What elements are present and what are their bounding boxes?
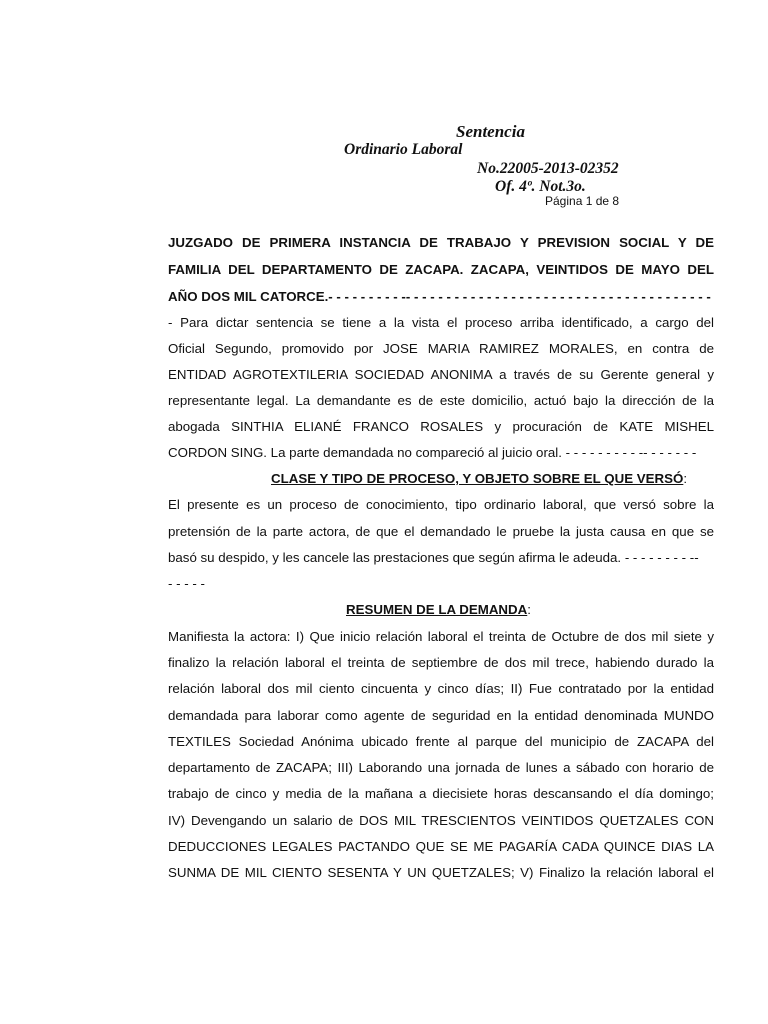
court-line: JUZGADO DE PRIMERA INSTANCIA DE TRABAJO Y PREVISION SOCIAL Y DE xyxy=(168,235,714,250)
paragraph-line: CORDON SING. La parte demandada no compareció al juicio oral. - - - - - - - - - -- - - - - - - xyxy=(168,445,697,460)
process-type: Ordinario Laboral xyxy=(344,141,463,158)
paragraph-line: abogada SINTHIA ELIANÉ FRANCO ROSALES y procuración de KATE MISHEL xyxy=(168,419,714,434)
paragraph-line: IV) Devengando un salario de DOS MIL TRESCIENTOS VEINTIDOS QUETZALES CON xyxy=(168,813,714,828)
section-heading-summary xyxy=(346,602,531,618)
case-number: No.22005-2013-02352 xyxy=(477,160,619,177)
section-heading-text: CLASE Y TIPO DE PROCESO, Y OBJETO SOBRE EL QUE VERSÓ xyxy=(271,471,684,486)
paragraph-line: ENTIDAD AGROTEXTILERIA SOCIEDAD ANONIMA a través de su Gerente general y xyxy=(168,367,714,382)
paragraph-line: SUNMA DE MIL CIENTO SESENTA Y UN QUETZALES; V) Finalizo la relación laboral el xyxy=(168,865,714,880)
page-indicator: Página 1 de 8 xyxy=(545,194,620,208)
section-heading-process xyxy=(271,471,687,487)
court-line: AÑO DOS MIL CATORCE.- - - - - - - - - -- - - - - - - - - - - - - - - - - - - - - - - - - - - - - - - - - - - - - - xyxy=(168,289,711,304)
paragraph-line: departamento de ZACAPA; III) Laborando una jornada de lunes a sábado con horario de xyxy=(168,760,714,775)
paragraph-line: - - - - - xyxy=(168,576,205,591)
court-line: FAMILIA DEL DEPARTAMENTO DE ZACAPA. ZACAPA, VEINTIDOS DE MAYO DEL xyxy=(168,262,714,277)
section-heading-text: RESUMEN DE LA DEMANDA xyxy=(346,602,528,617)
section-heading-colon: : xyxy=(527,602,531,617)
paragraph-line: El presente es un proceso de conocimiento, tipo ordinario laboral, que versó sobre la xyxy=(168,497,714,512)
paragraph-line: - Para dictar sentencia se tiene a la vista el proceso arriba identificado, a cargo del xyxy=(168,315,714,330)
paragraph-line: representante legal. La demandante es de este domicilio, actuó bajo la dirección de la xyxy=(168,393,714,408)
paragraph-line: Manifiesta la actora: I) Que inicio relación laboral el treinta de Octubre de dos mil siete y xyxy=(168,629,714,644)
paragraph-line: DEDUCCIONES LEGALES PACTANDO QUE SE ME PAGARÍA CADA QUINCE DIAS LA xyxy=(168,839,714,854)
paragraph-line: TEXTILES Sociedad Anónima ubicado frente al parque del municipio de ZACAPA del xyxy=(168,734,714,749)
paragraph-line: finalizo la relación laboral el treinta de septiembre de dos mil trece, habiendo durado la xyxy=(168,655,714,670)
paragraph-line: Oficial Segundo, promovido por JOSE MARIA RAMIREZ MORALES, en contra de xyxy=(168,341,714,356)
paragraph-line: relación laboral dos mil ciento cincuenta y cinco días; II) Fue contratado por la entidad xyxy=(168,681,714,696)
paragraph-line: basó su despido, y les cancele las prestaciones que según afirma le adeuda. - - - - - - - - -- xyxy=(168,550,699,565)
document-title: Sentencia xyxy=(456,122,525,141)
paragraph-line: demandada para laborar como agente de seguridad en la entidad denominada MUNDO xyxy=(168,708,714,723)
office-reference: Of. 4º. Not.3o. xyxy=(495,178,586,195)
section-heading-colon: : xyxy=(683,471,688,486)
paragraph-line: pretensión de la parte actora, de que el demandado le pruebe la justa causa en que se xyxy=(168,524,714,539)
paragraph-line: trabajo de cinco y media de la mañana a diecisiete horas descansando el día domingo; xyxy=(168,786,714,801)
